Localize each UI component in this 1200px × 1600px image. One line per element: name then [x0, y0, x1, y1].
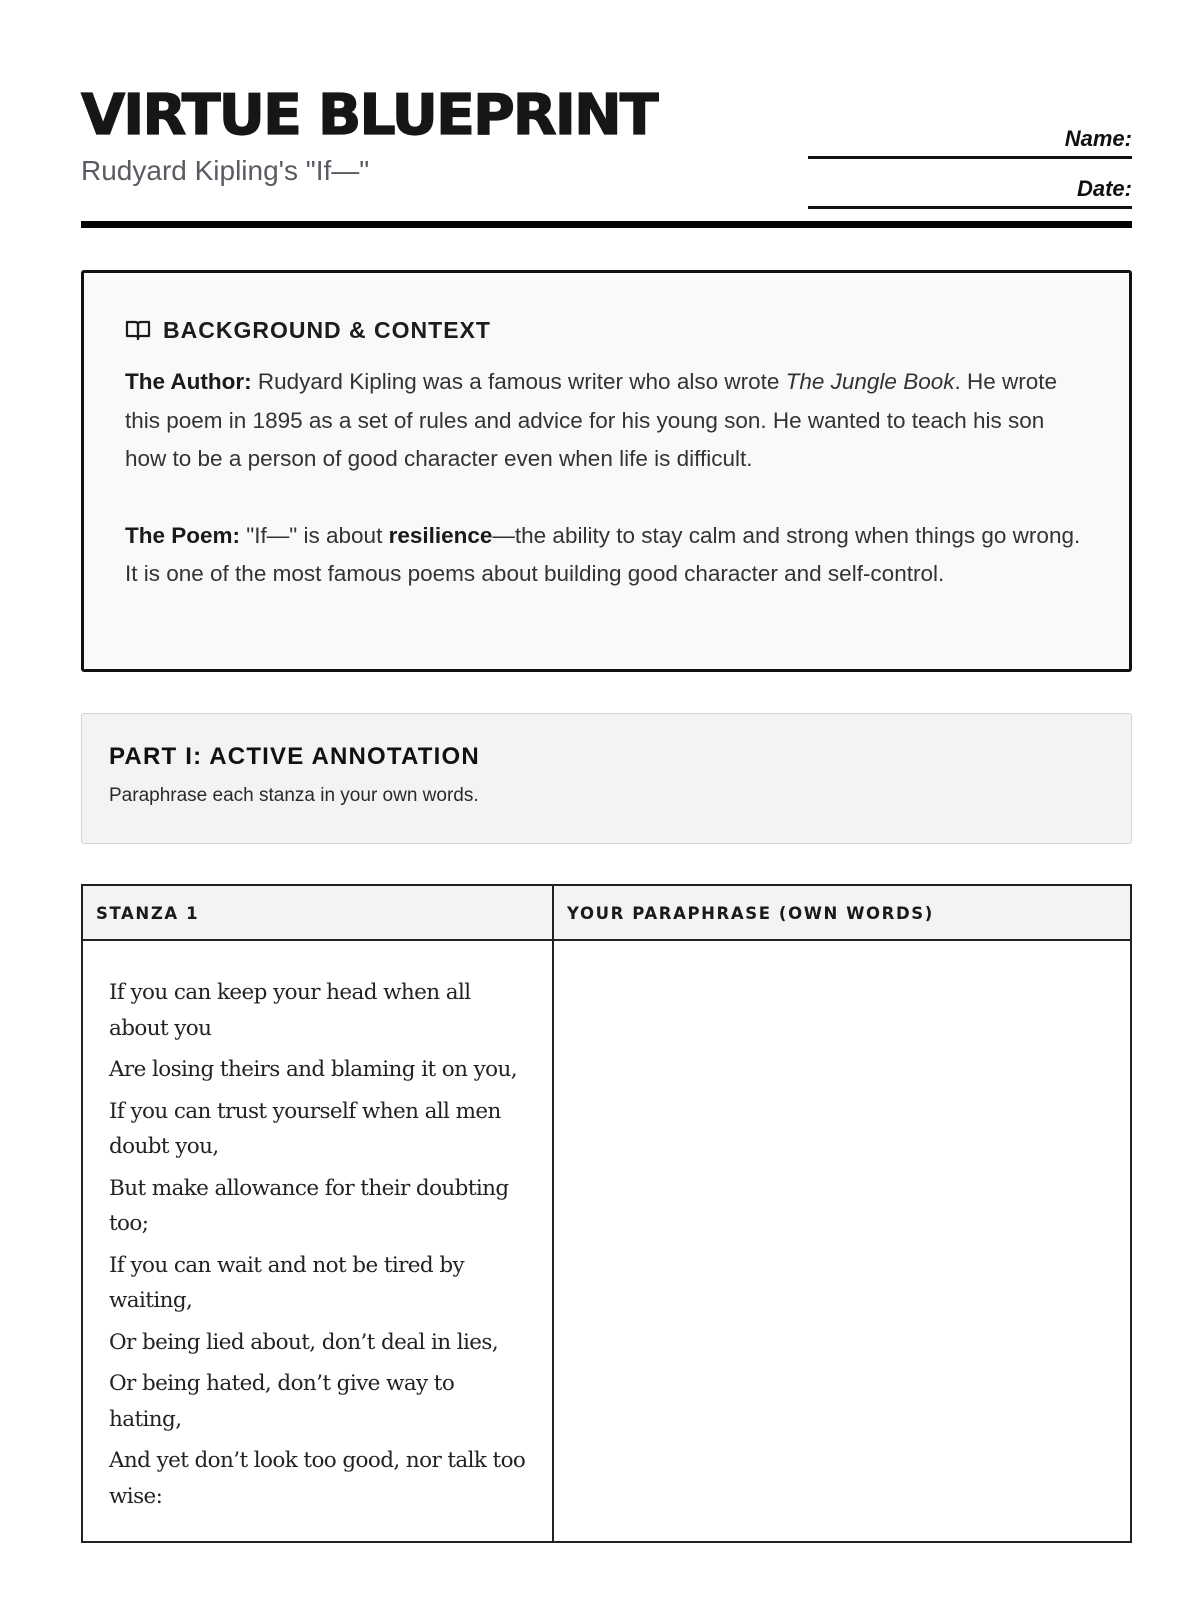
background-context-box: [81, 270, 1132, 672]
poem-line: And yet don’t look too good, nor talk too wise:: [109, 1448, 526, 1509]
resilience-keyword: resilience: [388, 522, 493, 548]
worksheet-page: [81, 0, 1132, 1509]
background-heading: [125, 315, 1089, 345]
paraphrase-answer-cell[interactable]: [554, 941, 1130, 1541]
poem-text: "If—" is about: [240, 522, 389, 548]
poem-line: But make allowance for their doubting too;: [109, 1175, 509, 1236]
poem-line: Or being hated, don’t give way to hating,: [109, 1371, 455, 1432]
poem-line: If you can trust yourself when all men doubt you,: [109, 1098, 501, 1159]
stanza-text-cell: [83, 941, 554, 1541]
poem-line: If you can keep your head when all about you: [109, 980, 471, 1041]
part-one-header-box: [81, 713, 1132, 844]
background-heading-text: BACKGROUND & CONTEXT: [163, 316, 491, 343]
poem-line: If you can wait and not be tired by waiting,: [109, 1252, 465, 1313]
date-field[interactable]: [808, 159, 1132, 209]
worksheet-subtitle: Rudyard Kipling's "If—": [81, 155, 370, 186]
student-info-fields: [808, 108, 1132, 209]
header-divider: [81, 221, 1132, 228]
stanza-annotation-table: [81, 884, 1132, 1543]
author-label: The Author:: [125, 369, 252, 394]
author-text-cont: . He wrote this poem in 1895 as a set of rules and advice for his young son. He wanted to teach his son how to be a person of good character even when life is difficult.: [125, 369, 1058, 471]
poem-line: Or being lied about, don’t deal in lies,: [109, 1329, 499, 1355]
poem-line: Are losing theirs and blaming it on you,: [109, 1057, 517, 1082]
name-label: Name:: [1064, 126, 1132, 151]
jungle-book-title: The Jungle Book: [785, 369, 955, 394]
part-one-title: PART I: ACTIVE ANNOTATION: [109, 743, 480, 770]
date-label: Date:: [1076, 176, 1132, 201]
worksheet-title: VIRTUE BLUEPRINT: [81, 83, 657, 148]
poem-text-cont: —the ability to stay calm and strong when things go wrong. It is one of the most famous poems about building good character and self-control.: [125, 522, 1081, 586]
poem-label: The Poem:: [125, 522, 241, 548]
worksheet-header: [81, 0, 1132, 230]
author-paragraph: [125, 363, 1089, 479]
author-text: Rudyard Kipling was a famous writer who also wrote: [251, 369, 786, 394]
part-one-instructions: Paraphrase each stanza in your own words.: [109, 785, 479, 806]
poem-paragraph: [125, 517, 1089, 594]
name-field[interactable]: [808, 108, 1132, 159]
open-book-icon: [125, 319, 151, 341]
stanza-column-header: STANZA 1: [83, 886, 554, 941]
paraphrase-column-header: YOUR PARAPHRASE (OWN WORDS): [554, 886, 1130, 941]
